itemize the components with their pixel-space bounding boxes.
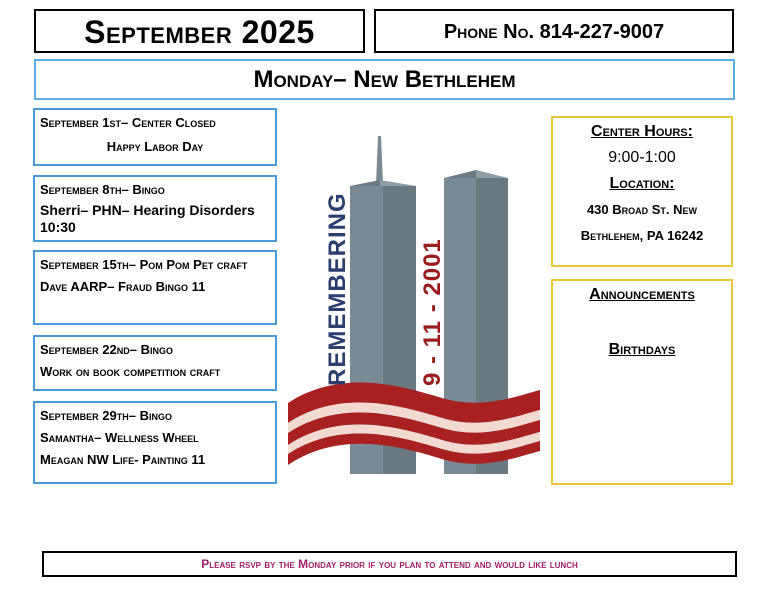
event-sept-8	[33, 175, 277, 242]
memorial-date-text: 9 - 11 - 2001	[419, 238, 446, 386]
location-banner	[34, 59, 735, 100]
event-title: September 15th– Pom Pom Pet craft	[40, 257, 248, 272]
event-title: September 1st– Center Closed	[40, 115, 216, 130]
rsvp-footer	[42, 551, 737, 577]
event-detail: Dave AARP– Fraud Bingo 11	[40, 279, 206, 294]
rsvp-text: Please rsvp by the Monday prior if you plan to attend and would like lunch	[201, 557, 578, 571]
event-title: September 8th– Bingo	[40, 182, 165, 197]
phone-number: Phone No. 814-227-9007	[443, 21, 665, 43]
month-title: September 2025	[84, 14, 315, 50]
event-sept-15	[33, 250, 277, 325]
month-title-box	[34, 9, 365, 53]
location-heading: Location:	[609, 175, 675, 192]
announcements-box	[551, 279, 733, 485]
address-line-1: 430 Broad St. New	[586, 202, 698, 217]
event-title: September 29th– Bingo	[40, 408, 172, 423]
event-sept-22	[33, 335, 277, 391]
event-title: September 22nd– Bingo	[40, 342, 173, 357]
center-hours-heading: Center Hours:	[591, 123, 693, 140]
center-hours-value: 9:00-1:00	[608, 149, 676, 166]
event-detail: Happy Labor Day	[106, 139, 204, 154]
event-detail: Meagan NW Life- Painting 11	[40, 452, 206, 467]
announcements-heading: Announcements	[589, 286, 695, 303]
remembering-text: REMEMBERING	[324, 192, 351, 386]
event-detail: Sherri– PHN– Hearing Disorders 10:30	[40, 202, 255, 235]
event-detail: Samantha– Wellness Wheel	[40, 430, 199, 445]
remembering-911-graphic	[282, 128, 548, 480]
location-banner-text: Monday– New Bethlehem	[253, 66, 516, 93]
address-line-2: Bethlehem, PA 16242	[580, 228, 704, 243]
antenna	[376, 136, 383, 184]
event-sept-29	[33, 401, 277, 484]
center-info-box	[551, 116, 733, 267]
event-sept-1	[33, 108, 277, 166]
event-detail: Work on book competition craft	[40, 364, 221, 379]
phone-box	[374, 9, 734, 53]
birthdays-heading: Birthdays	[608, 341, 676, 358]
